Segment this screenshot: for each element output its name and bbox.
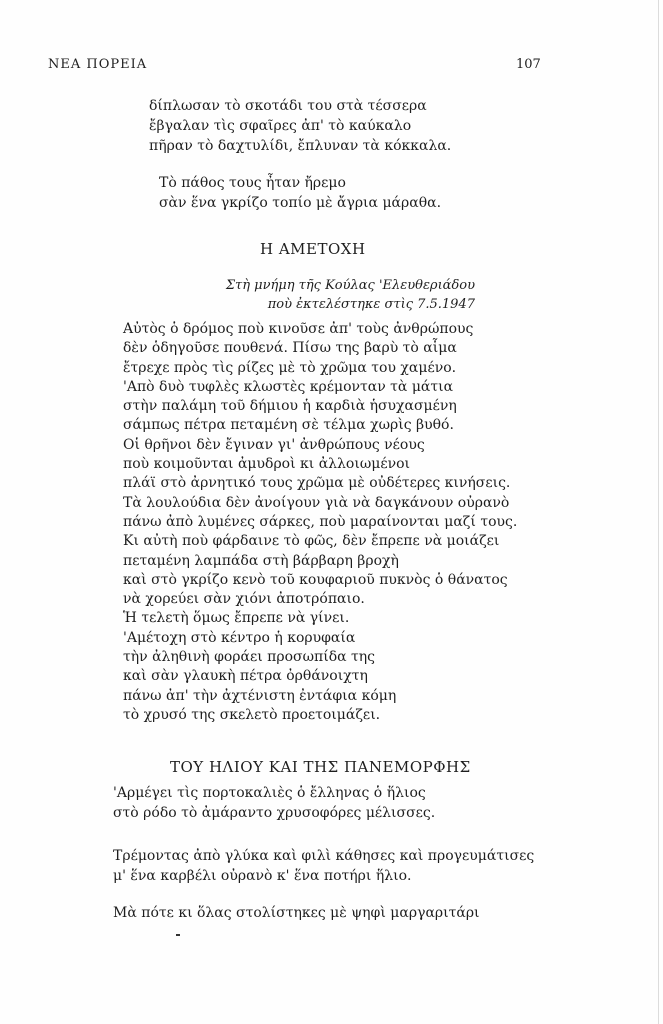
verse-line: ποὺ κοιμοῦνται ἀμυδροὶ κι ἀλλοιωμένοι [123, 456, 411, 473]
stanza-continuation-1 [149, 96, 451, 156]
verse-line: μ' ἕνα καρβέλι οὐρανὸ κ' ἕνα ποτήρι ἥλιο. [113, 868, 412, 884]
dedication-line: Στὴ μνήμη τῆς Κούλας 'Ελευθεριάδου [225, 278, 475, 293]
verse-line: σάμπως πέτρα πεταμένη σὲ τέλμα χωρὶς βυθό. [123, 417, 454, 434]
page-edge [658, 0, 659, 1024]
verse-line: νὰ χορεύει σὰν χιόνι ἀποτρόπαιο. [123, 591, 365, 608]
verse-line: δίπλωσαν τὸ σκοτάδι του στὰ τέσσερα [149, 98, 427, 114]
verse-line: Οἱ θρῆνοι δὲν ἔγιναν γι' ἀνθρώπους νέους [123, 436, 425, 453]
verse-line: πάνω ἀπ' τὴν ἀχτένιστη ἐντάφια κόμη [123, 687, 397, 704]
verse-line: Αὐτὸς ὁ δρόμος ποὺ κινοῦσε ἀπ' τοὺς ἀνθρώπους [123, 321, 474, 337]
verse-line: 'Αρμέγει τὶς πορτοκαλιὲς ὁ ἔλληνας ὁ ἥλιος [113, 785, 426, 801]
verse-line: δὲν ὁδηγοῦσε πουθενά. Πίσω της βαρὺ τὸ αἷμα [123, 340, 457, 357]
verse-line: Τὰ λουλούδια δὲν ἀνοίγουν γιὰ νὰ δαγκάνουν οὐρανὸ [123, 494, 510, 511]
verse-line: πεταμένη λαμπάδα στὴ βάρβαρη βροχὴ [123, 552, 399, 569]
dedication [226, 276, 475, 314]
verse-line: 'Απὸ δυὸ τυφλὲς κλωστὲς κρέμονταν τὰ μάτια [123, 378, 454, 395]
dedication-line: ποὺ ἐκτελέστηκε στὶς 7.5.1947 [267, 297, 475, 312]
verse-line: πῆραν τὸ δαχτυλίδι, ἔπλυναν τὰ κόκκαλα. [149, 138, 452, 154]
stanza-continuation-2 [159, 173, 441, 213]
running-head: ΝΕΑ ΠΟΡΕΙΑ [48, 57, 148, 72]
poem-stanza [113, 903, 480, 923]
verse-line: ἔβγαλαν τὶς σφαῖρες ἀπ' τὸ καύκαλο [149, 118, 412, 134]
verse-line: πάνω ἀπὸ λυμένες σάρκες, ποὺ μαραίνονται μαζί τους. [123, 513, 518, 530]
verse-line: τὴν ἀληθινὴ φοράει προσωπίδα της [123, 649, 376, 666]
verse-line: στὴν παλάμη τοῦ δήμιου ἡ καρδιὰ ἡσυχασμένη [123, 398, 457, 415]
verse-line: τὸ χρυσό της σκελετὸ προετοιμάζει. [123, 706, 381, 723]
verse-line: Ἡ τελετὴ ὅμως ἔπρεπε νὰ γίνει. [123, 610, 350, 627]
verse-line: πλάϊ στὸ ἀρνητικό τους χρῶμα μὲ οὐδέτερες κινήσεις. [123, 475, 511, 492]
verse-line: Τὸ πάθος τους ἦταν ἤρεμο [159, 175, 346, 191]
verse-line: καὶ σὰν γλαυκὴ πέτρα ὀρθάνοιχτη [123, 668, 368, 685]
poem-stanza [113, 846, 534, 886]
verse-line: καὶ στὸ γκρίζο κενὸ τοῦ κουφαριοῦ πυκνὸς ὁ θάνατος [123, 571, 508, 588]
verse-line: Μὰ πότε κι ὅλας στολίστηκες μὲ ψηφὶ μαργαριτάρι [113, 905, 480, 921]
verse-line: 'Αμέτοχη στὸ κέντρο ἡ κορυφαία [123, 629, 356, 646]
print-mark [176, 934, 180, 936]
verse-line: Τρέμοντας ἀπὸ γλύκα καὶ φιλὶ κάθησες καὶ προγευμάτισες [113, 848, 535, 864]
poem-stanza [113, 783, 435, 823]
verse-line: σὰν ἕνα γκρίζο τοπίο μὲ ἄγρια μάραθα. [159, 195, 442, 211]
verse-line: στὸ ρόδο τὸ ἀμάραντο χρυσοφόρες μέλισσες. [113, 805, 436, 821]
poem-title: Η ΑΜΕΤΟΧΗ [260, 240, 366, 258]
poem-body [123, 320, 517, 725]
verse-line: ἔτρεχε πρὸς τὶς ρίζες μὲ τὸ χρῶμα του χαμένο. [123, 359, 457, 376]
poem-title: ΤΟΥ ΗΛΙΟΥ ΚΑΙ ΤΗΣ ΠΑΝΕΜΟΡΦΗΣ [170, 758, 471, 776]
page-number: 107 [516, 57, 541, 72]
verse-line: Κι αὐτὴ ποὺ φάρδαινε τὸ φῶς, δὲν ἔπρεπε νὰ μοιάζει [123, 533, 500, 550]
